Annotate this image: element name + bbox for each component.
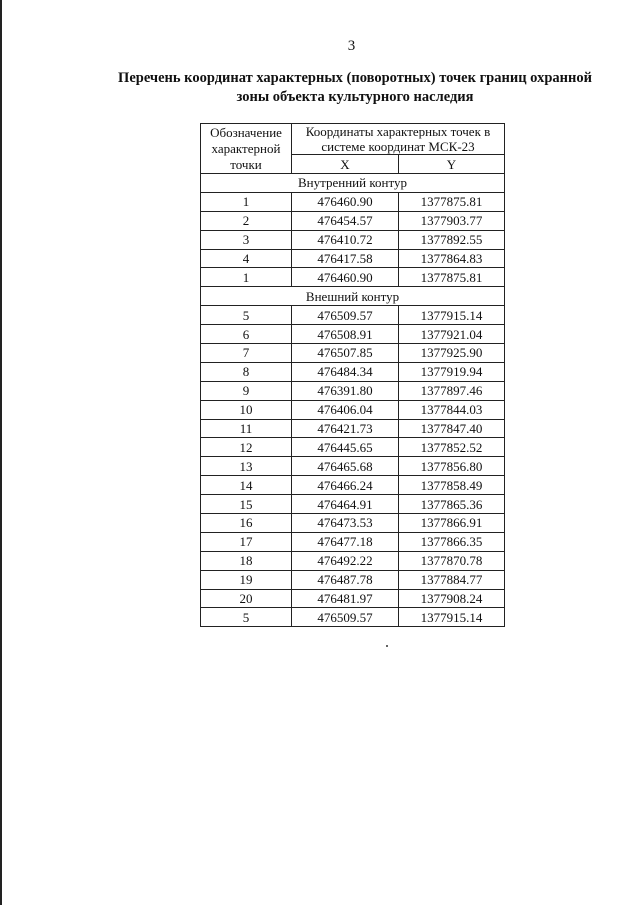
- coordinates-table: [200, 123, 505, 627]
- table-row: [201, 306, 505, 325]
- y-coordinate-cell: 1377915.14: [399, 608, 505, 627]
- x-coordinate-cell: 476484.34: [292, 362, 399, 381]
- y-coordinate-cell: 1377865.36: [399, 495, 505, 514]
- x-coordinate-cell: 476507.85: [292, 344, 399, 363]
- x-coordinate-cell: 476492.22: [292, 551, 399, 570]
- table-row: [201, 362, 505, 381]
- point-number-cell: 19: [201, 570, 292, 589]
- table-row: [201, 268, 505, 287]
- table-header-row: [201, 124, 505, 155]
- point-number-cell: 6: [201, 325, 292, 344]
- point-number-cell: 4: [201, 249, 292, 268]
- x-coordinate-cell: 476508.91: [292, 325, 399, 344]
- point-number-cell: 7: [201, 344, 292, 363]
- table-row: [201, 249, 505, 268]
- document-title: Перечень координат характерных (поворотных) точек границ охранной зоны объекта культурного наследия: [118, 70, 592, 105]
- table-row: [201, 211, 505, 230]
- section-row: [201, 174, 505, 193]
- y-coordinate-cell: 1377864.83: [399, 249, 505, 268]
- y-coordinate-cell: 1377908.24: [399, 589, 505, 608]
- page-left-edge: [0, 0, 2, 905]
- x-coordinate-cell: 476421.73: [292, 419, 399, 438]
- x-coordinate-cell: 476406.04: [292, 400, 399, 419]
- point-number-cell: 17: [201, 532, 292, 551]
- y-coordinate-cell: 1377921.04: [399, 325, 505, 344]
- table-row: [201, 419, 505, 438]
- x-coordinate-cell: 476477.18: [292, 532, 399, 551]
- x-coordinate-cell: 476465.68: [292, 457, 399, 476]
- x-coordinate-cell: 476417.58: [292, 249, 399, 268]
- y-coordinate-cell: 1377915.14: [399, 306, 505, 325]
- point-number-cell: 1: [201, 268, 292, 287]
- point-number-cell: 10: [201, 400, 292, 419]
- table-row: [201, 608, 505, 627]
- table-row: [201, 381, 505, 400]
- point-number-cell: 14: [201, 476, 292, 495]
- point-number-cell: 2: [201, 211, 292, 230]
- x-coordinate-cell: 476391.80: [292, 381, 399, 400]
- section-title: Внешний контур: [201, 287, 505, 306]
- table-row: [201, 589, 505, 608]
- table-row: [201, 344, 505, 363]
- y-coordinate-cell: 1377866.35: [399, 532, 505, 551]
- point-number-cell: 3: [201, 230, 292, 249]
- y-coordinate-cell: 1377870.78: [399, 551, 505, 570]
- point-number-cell: 5: [201, 306, 292, 325]
- y-coordinate-cell: 1377892.55: [399, 230, 505, 249]
- point-number-cell: 5: [201, 608, 292, 627]
- x-coordinate-cell: 476509.57: [292, 306, 399, 325]
- table-row: [201, 532, 505, 551]
- y-header: Y: [399, 155, 505, 174]
- table-row: [201, 495, 505, 514]
- point-number-cell: 13: [201, 457, 292, 476]
- table-row: [201, 400, 505, 419]
- point-number-cell: 15: [201, 495, 292, 514]
- y-coordinate-cell: 1377884.77: [399, 570, 505, 589]
- table-row: [201, 192, 505, 211]
- page-number: 3: [347, 38, 356, 54]
- table-row: [201, 438, 505, 457]
- x-coordinate-cell: 476466.24: [292, 476, 399, 495]
- point-number-cell: 8: [201, 362, 292, 381]
- point-header: Обозначение характерной точки: [201, 124, 292, 174]
- x-coordinate-cell: 476487.78: [292, 570, 399, 589]
- x-coordinate-cell: 476460.90: [292, 192, 399, 211]
- table-row: [201, 514, 505, 533]
- x-coordinate-cell: 476460.90: [292, 268, 399, 287]
- x-coordinate-cell: 476481.97: [292, 589, 399, 608]
- y-coordinate-cell: 1377903.77: [399, 211, 505, 230]
- x-coordinate-cell: 476464.91: [292, 495, 399, 514]
- x-coordinate-cell: 476509.57: [292, 608, 399, 627]
- y-coordinate-cell: 1377875.81: [399, 192, 505, 211]
- point-number-cell: 1: [201, 192, 292, 211]
- x-coordinate-cell: 476445.65: [292, 438, 399, 457]
- table-row: [201, 325, 505, 344]
- y-coordinate-cell: 1377856.80: [399, 457, 505, 476]
- point-number-cell: 18: [201, 551, 292, 570]
- y-coordinate-cell: 1377858.49: [399, 476, 505, 495]
- x-header: X: [292, 155, 399, 174]
- y-coordinate-cell: 1377875.81: [399, 268, 505, 287]
- point-number-cell: 20: [201, 589, 292, 608]
- y-coordinate-cell: 1377847.40: [399, 419, 505, 438]
- y-coordinate-cell: 1377852.52: [399, 438, 505, 457]
- table-row: [201, 230, 505, 249]
- x-coordinate-cell: 476410.72: [292, 230, 399, 249]
- x-coordinate-cell: 476454.57: [292, 211, 399, 230]
- y-coordinate-cell: 1377897.46: [399, 381, 505, 400]
- y-coordinate-cell: 1377866.91: [399, 514, 505, 533]
- y-coordinate-cell: 1377844.03: [399, 400, 505, 419]
- stray-dot: [386, 645, 388, 647]
- x-coordinate-cell: 476473.53: [292, 514, 399, 533]
- point-number-cell: 11: [201, 419, 292, 438]
- table-row: [201, 457, 505, 476]
- table-row: [201, 570, 505, 589]
- table-row: [201, 476, 505, 495]
- y-coordinate-cell: 1377919.94: [399, 362, 505, 381]
- point-number-cell: 9: [201, 381, 292, 400]
- y-coordinate-cell: 1377925.90: [399, 344, 505, 363]
- table-row: [201, 551, 505, 570]
- point-number-cell: 12: [201, 438, 292, 457]
- coords-header: Координаты характерных точек в системе координат МСК-23: [292, 124, 505, 155]
- point-number-cell: 16: [201, 514, 292, 533]
- section-row: [201, 287, 505, 306]
- section-title: Внутренний контур: [201, 174, 505, 193]
- coordinates-table-body: [201, 124, 505, 627]
